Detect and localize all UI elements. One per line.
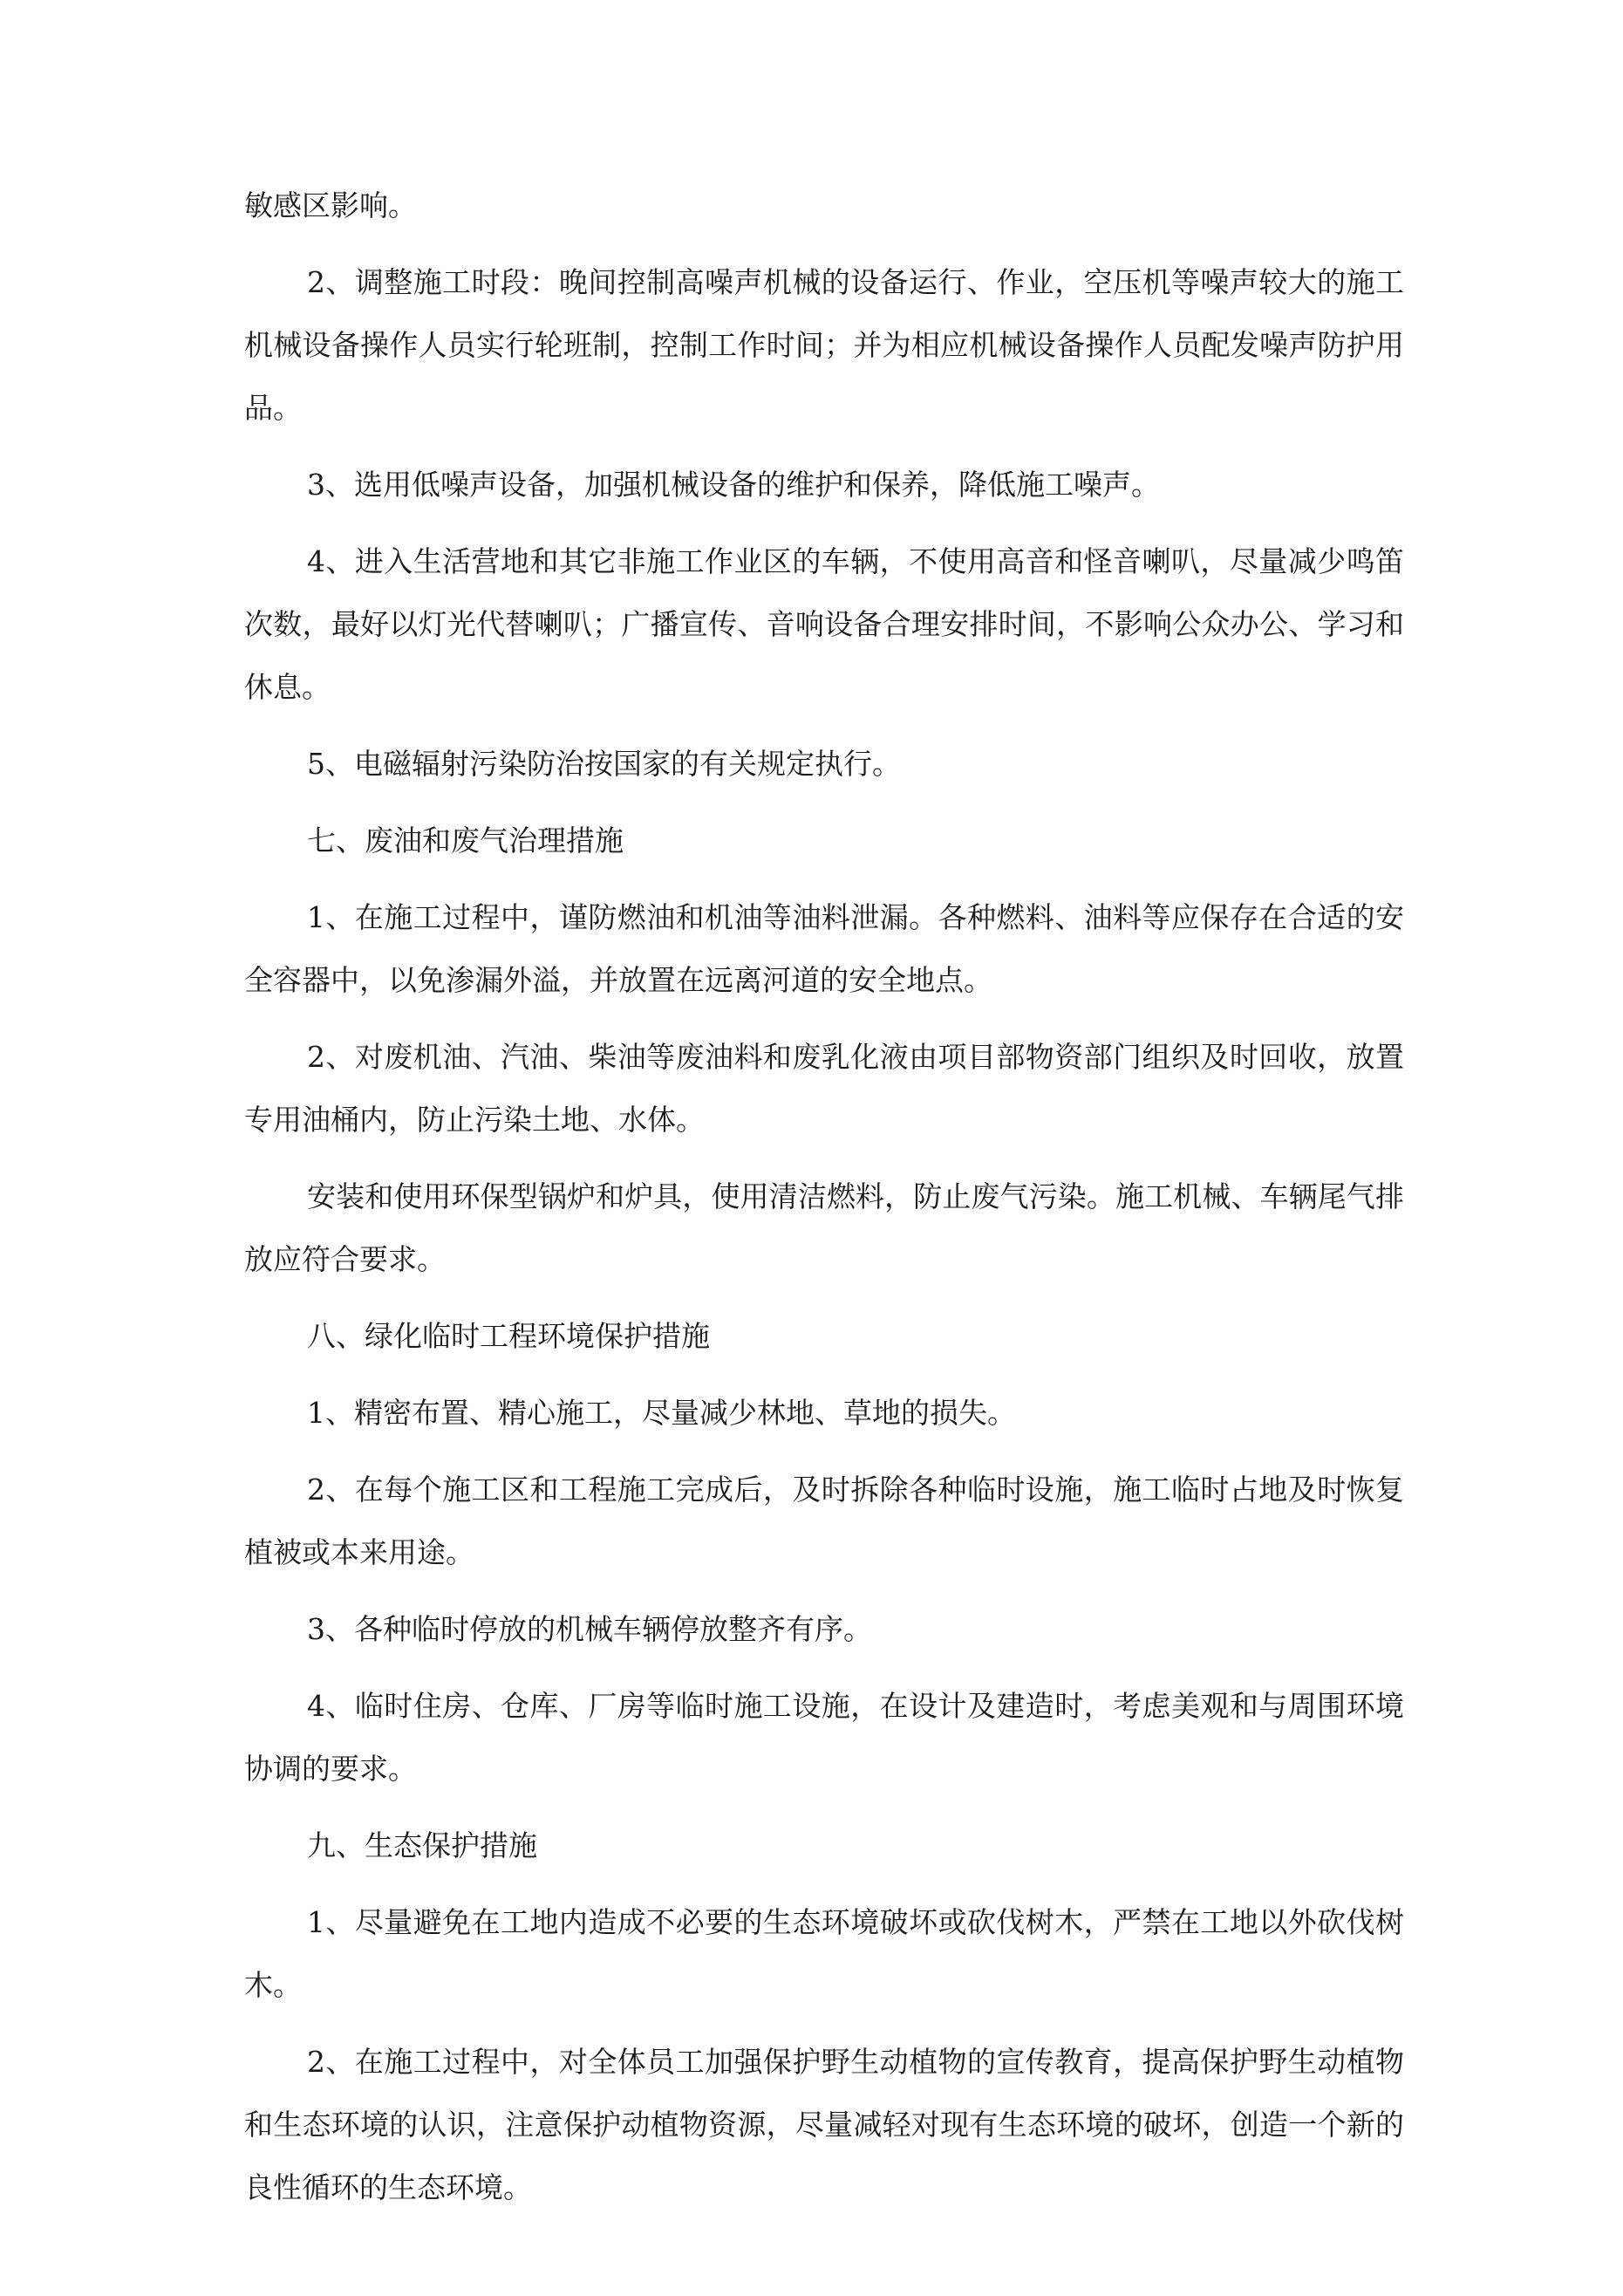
section-heading-7: 七、废油和废气治理措施 <box>307 823 624 858</box>
paragraph-8-item-1: 1、精密布置、精心施工，尽量减少林地、草地的损失。 <box>307 1396 1016 1430</box>
paragraph-item-2-schedule: 2、调整施工时段：晚间控制高噪声机械的设备运行、作业，空压机等噪声较大的施工机械设备操作人员实行轮班制，控制工作时间；并为相应机械设备操作人员配发噪声防护用品。 <box>244 265 1404 425</box>
paragraph-8-item-4: 4、临时住房、仓库、厂房等临时施工设施，在设计及建造时，考虑美观和与周围环境协调的要求。 <box>244 1689 1404 1786</box>
paragraph-item-5-radiation: 5、电磁辐射污染防治按国家的有关规定执行。 <box>307 747 901 781</box>
paragraph-8-item-2: 2、在每个施工区和工程施工完成后，及时拆除各种临时设施，施工临时占地及时恢复植被或本来用途。 <box>244 1473 1404 1569</box>
paragraph-9-item-1: 1、尽量避免在工地内造成不必要的生态环境破坏或砍伐树木，严禁在工地以外砍伐树木。 <box>244 1905 1404 2002</box>
section-heading-8: 八、绿化临时工程环境保护措施 <box>307 1319 710 1353</box>
document-body <box>244 174 1404 2233</box>
paragraph-item-3-equipment: 3、选用低噪声设备，加强机械设备的维护和保养，降低施工噪声。 <box>307 468 1160 502</box>
paragraph-8-item-3: 3、各种临时停放的机械车辆停放整齐有序。 <box>307 1612 872 1646</box>
paragraph-item-4-vehicles: 4、进入生活营地和其它非施工作业区的车辆，不使用高音和怪音喇叭，尽量减少鸣笛次数，最好以灯光代替喇叭；广播宣传、音响设备合理安排时间，不影响公众办公、学习和休息。 <box>244 544 1404 704</box>
paragraph-7-boiler: 安装和使用环保型锅炉和炉具，使用清洁燃料，防止废气污染。施工机械、车辆尾气排放应符合要求。 <box>244 1179 1404 1276</box>
paragraph-9-item-2: 2、在施工过程中，对全体员工加强保护野生动植物的宣传教育，提高保护野生动植物和生态环境的认识，注意保护动植物资源，尽量减轻对现有生态环境的破坏，创造一个新的良性循环的生态环境。 <box>244 2045 1404 2204</box>
section-heading-9: 九、生态保护措施 <box>307 1828 537 1862</box>
paragraph-continuation: 敏感区影响。 <box>244 188 417 222</box>
paragraph-7-item-1: 1、在施工过程中，谨防燃油和机油等油料泄漏。各种燃料、油料等应保存在合适的安全容器中，以免渗漏外溢，并放置在远离河道的安全地点。 <box>244 900 1404 997</box>
paragraph-7-item-2: 2、对废机油、汽油、柴油等废油料和废乳化液由项目部物资部门组织及时回收，放置专用油桶内，防止污染土地、水体。 <box>244 1040 1404 1137</box>
